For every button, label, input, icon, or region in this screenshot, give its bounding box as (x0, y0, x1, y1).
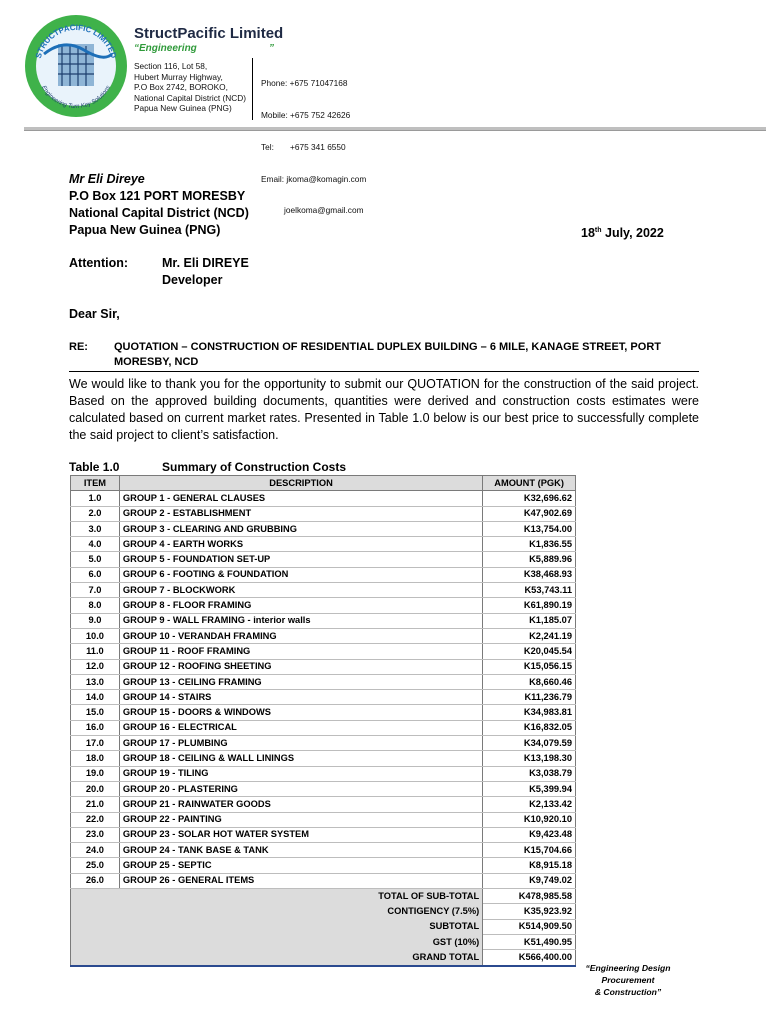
row-item: 4.0 (71, 537, 120, 552)
total-label: GST (10%) (71, 934, 483, 949)
table-row (71, 873, 576, 888)
table-row (71, 766, 576, 781)
table-caption-title: Summary of Construction Costs (162, 460, 347, 474)
re-label: RE: (69, 341, 88, 353)
row-amount: K20,045.54 (483, 644, 576, 659)
row-description: GROUP 3 - CLEARING AND GRUBBING (119, 521, 482, 536)
row-description: GROUP 26 - GENERAL ITEMS (119, 873, 482, 888)
row-amount: K34,079.59 (483, 736, 576, 751)
attention-role: Developer (162, 273, 223, 287)
table-row (71, 552, 576, 567)
table-row (71, 751, 576, 766)
row-item: 22.0 (71, 812, 120, 827)
row-description: GROUP 21 - RAINWATER GOODS (119, 797, 482, 812)
row-description: GROUP 5 - FOUNDATION SET-UP (119, 552, 482, 567)
row-description: GROUP 23 - SOLAR HOT WATER SYSTEM (119, 827, 482, 842)
row-amount: K38,468.93 (483, 567, 576, 582)
header-description: DESCRIPTION (119, 476, 482, 491)
row-item: 16.0 (71, 720, 120, 735)
table-row (71, 812, 576, 827)
address-line: Papua New Guinea (PNG) (134, 103, 232, 114)
row-description: GROUP 18 - CEILING & WALL LININGS (119, 751, 482, 766)
logo-bottom-text: Engineering Turn Key Solutions (40, 84, 112, 111)
row-description: GROUP 12 - ROOFING SHEETING (119, 659, 482, 674)
date-suffix: th (594, 227, 602, 234)
total-label: SUBTOTAL (71, 919, 483, 934)
row-amount: K13,754.00 (483, 521, 576, 536)
table-header-row (71, 476, 576, 491)
row-description: GROUP 20 - PLASTERING (119, 781, 482, 796)
row-amount: K16,832.05 (483, 720, 576, 735)
row-amount: K2,241.19 (483, 628, 576, 643)
table-row (71, 797, 576, 812)
table-row (71, 674, 576, 689)
row-item: 5.0 (71, 552, 120, 567)
row-item: 6.0 (71, 567, 120, 582)
header-rule (24, 127, 766, 131)
row-item: 20.0 (71, 781, 120, 796)
row-item: 18.0 (71, 751, 120, 766)
tagline-line: “Engineering Design (585, 963, 671, 973)
contact-line: Mobile: +675 752 42626 (261, 109, 351, 120)
row-description: GROUP 2 - ESTABLISHMENT (119, 506, 482, 521)
attention-label: Attention: (69, 256, 129, 270)
re-subject-text: QUOTATION – CONSTRUCTION OF RESIDENTIAL DUPLEX BUILDING – 6 MILE, KANAGE STREET, PORT MORESBY, NCD (114, 341, 661, 368)
table-row (71, 644, 576, 659)
row-amount: K1,836.55 (483, 537, 576, 552)
table-row (71, 736, 576, 751)
logo-top-text: STRUCTPACIFIC LIMITED (33, 22, 119, 60)
tagline-line: & Construction” (594, 987, 662, 997)
table-caption-number: Table 1.0 (69, 460, 120, 474)
row-item: 17.0 (71, 736, 120, 751)
header-item: ITEM (71, 476, 120, 491)
contact-line: Phone: +675 71047168 (261, 78, 348, 89)
company-contacts (261, 57, 366, 227)
table-row (71, 506, 576, 521)
date-rest: July, 2022 (601, 226, 664, 241)
contact-line: joelkoma@gmail.com (261, 205, 364, 216)
total-label: CONTIGENCY (7.5%) (71, 904, 483, 919)
row-item: 10.0 (71, 628, 120, 643)
table-row (71, 521, 576, 536)
row-description: GROUP 22 - PAINTING (119, 812, 482, 827)
letter-date (581, 222, 664, 242)
company-name: StructPacific Limited (134, 25, 284, 42)
row-item: 15.0 (71, 705, 120, 720)
table-row (71, 491, 576, 506)
recipient-box: P.O Box 121 PORT MORESBY (69, 189, 246, 203)
row-item: 7.0 (71, 583, 120, 598)
row-item: 2.0 (71, 506, 120, 521)
company-slogan: “Engineering ” (134, 43, 275, 54)
table-row (71, 690, 576, 705)
row-amount: K8,660.46 (483, 674, 576, 689)
row-item: 21.0 (71, 797, 120, 812)
row-amount: K61,890.19 (483, 598, 576, 613)
table-row (71, 781, 576, 796)
table-row (71, 613, 576, 628)
address-line: Hubert Murray Highway, (134, 71, 223, 82)
row-description: GROUP 4 - EARTH WORKS (119, 537, 482, 552)
total-row (71, 919, 576, 934)
row-amount: K13,198.30 (483, 751, 576, 766)
total-row (71, 950, 576, 966)
row-amount: K5,889.96 (483, 552, 576, 567)
salutation: Dear Sir, (69, 307, 120, 321)
row-item: 13.0 (71, 674, 120, 689)
row-description: GROUP 14 - STAIRS (119, 690, 482, 705)
row-amount: K9,423.48 (483, 827, 576, 842)
company-logo (24, 14, 128, 118)
row-description: GROUP 11 - ROOF FRAMING (119, 644, 482, 659)
row-description: GROUP 9 - WALL FRAMING - interior walls (119, 613, 482, 628)
row-description: GROUP 1 - GENERAL CLAUSES (119, 491, 482, 506)
row-amount: K10,920.10 (483, 812, 576, 827)
row-amount: K2,133.42 (483, 797, 576, 812)
total-label: TOTAL OF SUB-TOTAL (71, 889, 483, 904)
row-description: GROUP 25 - SEPTIC (119, 858, 482, 873)
row-description: GROUP 7 - BLOCKWORK (119, 583, 482, 598)
row-amount: K34,983.81 (483, 705, 576, 720)
re-subject (114, 340, 704, 370)
contact-line: Email: jkoma@komagin.com (261, 173, 367, 184)
row-item: 26.0 (71, 873, 120, 888)
table-row (71, 720, 576, 735)
header-amount: AMOUNT (PGK) (483, 476, 576, 491)
table-row (71, 598, 576, 613)
row-item: 3.0 (71, 521, 120, 536)
row-amount: K3,038.79 (483, 766, 576, 781)
total-amount: K35,923.92 (483, 904, 576, 919)
table-row (71, 705, 576, 720)
intro-paragraph: We would like to thank you for the opportunity to submit our QUOTATION for the construction of the said project. Based on the approved building documents, quantities were derived and construction costs estimates were calculated based on current market rates. Presented in Table 1.0 below is our best price to successfully complete the said project to client’s satisfaction. (69, 377, 699, 442)
row-amount: K32,696.62 (483, 491, 576, 506)
address-line: Section 116, Lot 58, (134, 61, 208, 71)
total-amount: K51,490.95 (483, 934, 576, 949)
table-row (71, 537, 576, 552)
total-label: GRAND TOTAL (71, 950, 483, 966)
row-description: GROUP 8 - FLOOR FRAMING (119, 598, 482, 613)
row-amount: K8,915.18 (483, 858, 576, 873)
row-amount: K5,399.94 (483, 781, 576, 796)
row-item: 14.0 (71, 690, 120, 705)
row-amount: K11,236.79 (483, 690, 576, 705)
total-amount: K514,909.50 (483, 919, 576, 934)
row-description: GROUP 24 - TANK BASE & TANK (119, 843, 482, 858)
date-day: 18 (581, 226, 595, 241)
row-description: GROUP 10 - VERANDAH FRAMING (119, 628, 482, 643)
table-row (71, 843, 576, 858)
total-amount: K566,400.00 (483, 950, 576, 966)
row-description: GROUP 17 - PLUMBING (119, 736, 482, 751)
row-amount: K53,743.11 (483, 583, 576, 598)
recipient-name: Mr Eli Direye (69, 172, 145, 186)
row-amount: K15,056.15 (483, 659, 576, 674)
table-row (71, 583, 576, 598)
company-address (134, 61, 246, 114)
table-row (71, 827, 576, 842)
row-item: 9.0 (71, 613, 120, 628)
row-description: GROUP 13 - CEILING FRAMING (119, 674, 482, 689)
row-item: 23.0 (71, 827, 120, 842)
tagline-line: Procurement (601, 975, 655, 985)
row-item: 1.0 (71, 491, 120, 506)
subject-rule (69, 371, 699, 372)
total-row (71, 934, 576, 949)
total-amount: K478,985.58 (483, 889, 576, 904)
row-item: 11.0 (71, 644, 120, 659)
table-row (71, 567, 576, 582)
attention-name: Mr. Eli DIREYE (162, 256, 249, 270)
row-description: GROUP 16 - ELECTRICAL (119, 720, 482, 735)
cost-summary-table (70, 475, 576, 967)
row-amount: K15,704.66 (483, 843, 576, 858)
total-row (71, 904, 576, 919)
table-row (71, 659, 576, 674)
row-item: 24.0 (71, 843, 120, 858)
row-item: 12.0 (71, 659, 120, 674)
row-description: GROUP 6 - FOOTING & FOUNDATION (119, 567, 482, 582)
contact-line: Tel: +675 341 6550 (261, 141, 346, 152)
address-line: National Capital District (NCD) (134, 92, 247, 103)
row-amount: K47,902.69 (483, 506, 576, 521)
address-line: P.O Box 2742, BOROKO, (134, 82, 228, 93)
table-row (71, 858, 576, 873)
footer-tagline (573, 962, 683, 998)
row-item: 8.0 (71, 598, 120, 613)
row-item: 25.0 (71, 858, 120, 873)
table-row (71, 628, 576, 643)
row-amount: K1,185.07 (483, 613, 576, 628)
recipient-country: Papua New Guinea (PNG) (69, 223, 221, 237)
row-amount: K9,749.02 (483, 873, 576, 888)
recipient-district: National Capital District (NCD) (69, 206, 249, 220)
row-description: GROUP 19 - TILING (119, 766, 482, 781)
row-description: GROUP 15 - DOORS & WINDOWS (119, 705, 482, 720)
total-row (71, 889, 576, 904)
header-divider (252, 58, 253, 120)
row-item: 19.0 (71, 766, 120, 781)
